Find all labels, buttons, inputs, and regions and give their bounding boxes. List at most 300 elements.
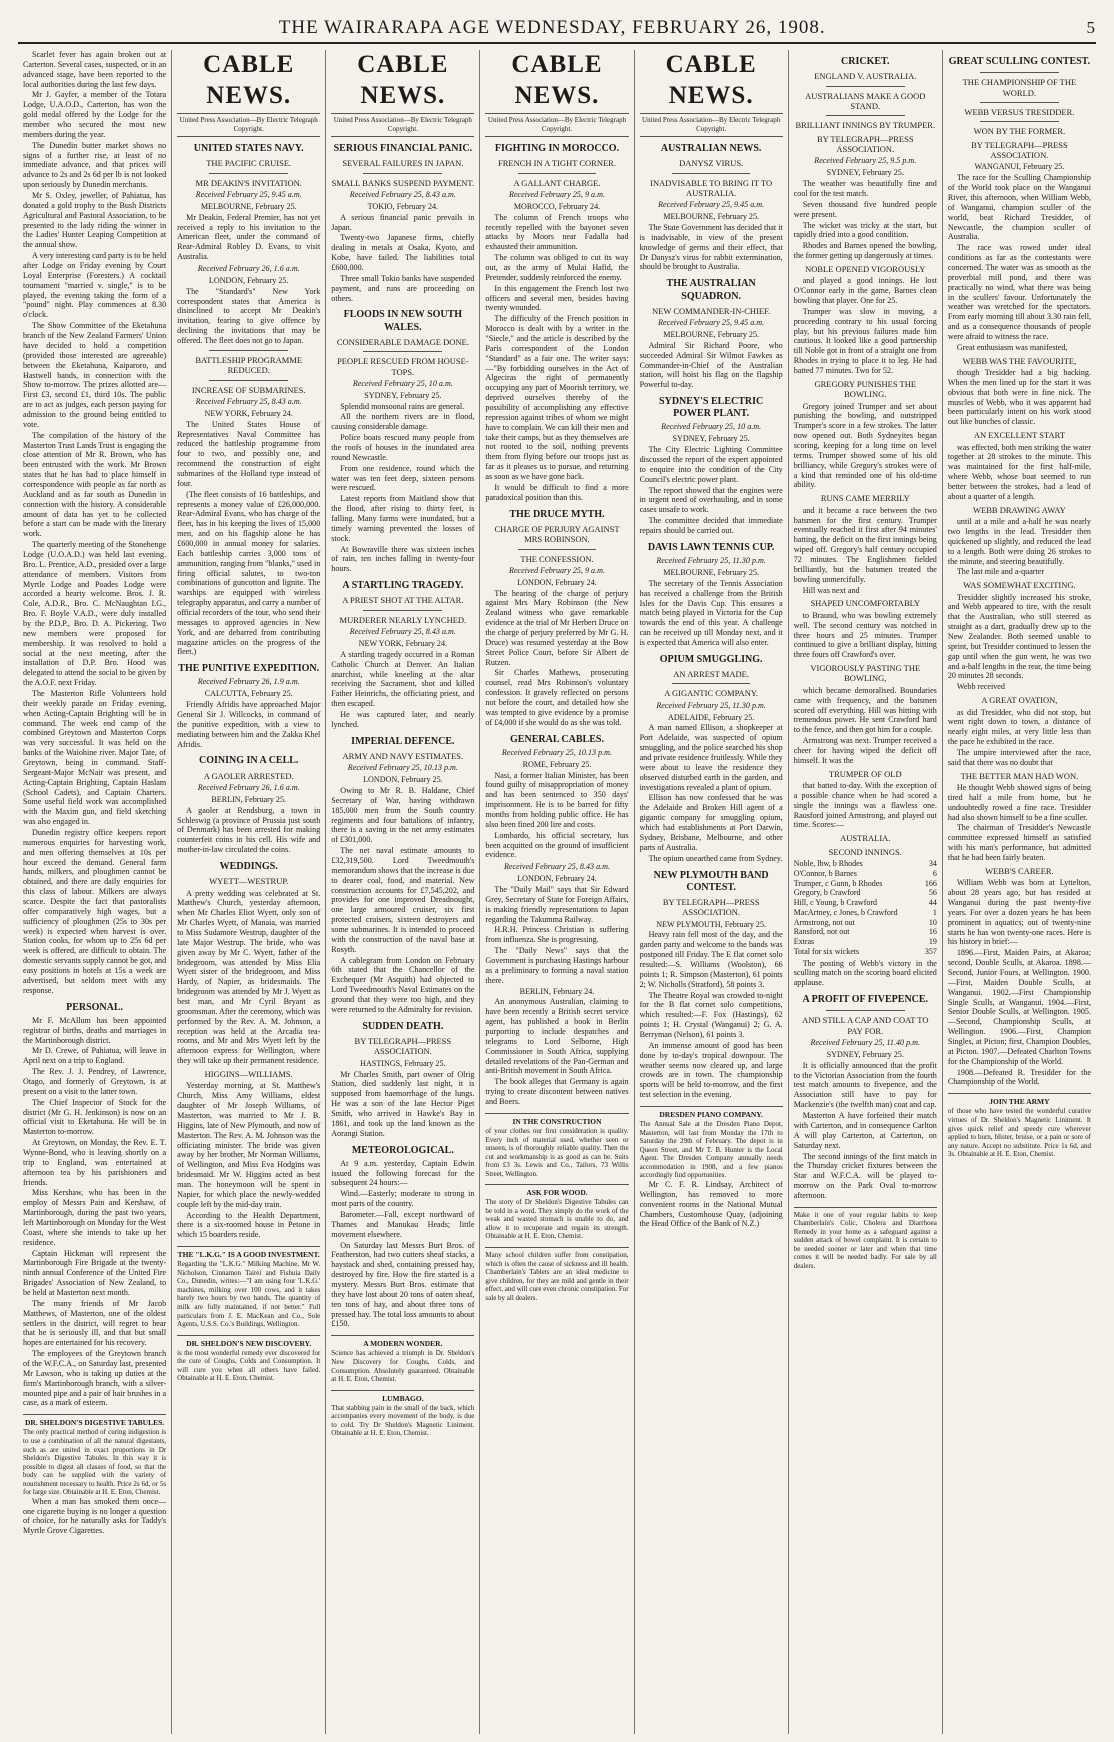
received-line: Received February 25, 8.43 a.m. [503,862,611,872]
paragraph: The compilation of the history of the Masterton Trust Lands Trust is engaging the close attention of Mr R. Brown, who has been entrusted with the work. Mr Brown states that he has had to place himself in correspondence with people as far north as Auckland and as far south as Dunedin in connection with the history. A considerable amount of data has yet to be collected before a start can be made with the literary work. [23,430,167,539]
paragraph: Seven thousand five hundred people were present. [793,199,937,219]
dateline: MOROCCO, February 24. [513,201,601,211]
dateline: TOKIO, February 24. [367,201,439,211]
runs: 166 [924,878,937,888]
paragraph: The "Standard's" New York correspondent states that America is disinclined to accept Mr Deakin's invitation, fearing to give offence by declining the invitations that may be offered. The fleet does not go to Japan. [177,286,321,345]
paragraph: to Braund, who was bowling extremely well. The second century was notched in three hours and 25 minutes. Trumper continued to give a brilliant display, hitting three fours off Crawford's over. [793,610,937,660]
advertisement [177,1335,320,1383]
advertisement [331,1335,474,1383]
scorecard-row [794,888,937,898]
paragraph: The "Daily Mail" says that Sir Edward Grey, Secretary of State for Foreign Affairs, is making friendly representations to Japan regarding the Takumma Railway. [485,884,629,924]
headline: SERIOUS FINANCIAL PANIC. [333,143,473,155]
paragraph: On Saturday last Messrs Burt Bros. of Featherston, had two cutters sheaf stacks, a haystack and shed, containing pressed hay, destroyed by fire. How the fire started is a mystery. Messrs Burt Bros. estimate that they have lost about 20 tons of oaten sheaf, ten tons of hay, and about three tons of pressed hay. The total loss amounts to about £150. [331,1240,475,1329]
subheadline: VIGOROUSLY PASTING THE BOWLING, [810,663,921,684]
headline: UNITED STATES NAVY. [193,143,304,155]
divider [363,351,442,352]
advertisement-heading: ASK FOR WOOD. [526,1188,588,1198]
advertisement-text: That stabbing pain in the small of the back, which accompanies every movement of the body, is due to cold. Try Dr Sheldon's Magnetic Liniment. Obtainable at H. E. Eton, Chemist. [331,1403,475,1438]
cable-news-banner: CABLE NEWS. [485,50,628,114]
advertisement-heading: DR. SHELDON'S NEW DISCOVERY. [186,1338,312,1348]
divider [672,683,751,684]
dateline: ROME, February 25. [522,759,592,769]
headline: THE AUSTRALIAN SQUADRON. [666,278,756,302]
headline: A PROFIT OF FIVEPENCE. [802,994,929,1006]
headline: WEDDINGS. [219,861,278,873]
paragraph: The many friends of Mr Jacob Matthews, of Masterton, one of the oldest settlers in the district, will regret to hear that he is seriously ill, and that but small hopes are entertained for his recovery. [23,1298,167,1348]
subheadline: BATTLESHIP PROGRAMME REDUCED. [195,354,303,376]
received-line: Received February 26, 1.6 a.m. [197,783,300,793]
advertisement [794,1207,937,1271]
subheadline: A GIGANTIC COMPANY. [664,688,759,699]
subheadline: INCREASE OF SUBMARINES. [191,384,306,395]
subheadline: BY TELEGRAPH—PRESS ASSOCIATION. [971,139,1068,160]
columns-container [18,50,1096,1734]
advertisement-heading: JOIN THE ARMY [989,1097,1050,1107]
divider [518,173,597,174]
dateline: LONDON, February 25. [208,275,289,285]
column-6 [789,50,943,1734]
paragraph: The opium unearthed came from Sydney. [648,853,783,863]
headline: AUSTRALIAN NEWS. [660,143,762,155]
advertisement-heading: THE "L.K.G." IS A GOOD INVESTMENT. [177,1250,320,1260]
runs: 19 [928,937,937,947]
paragraph: A serious financial panic prevails in Japan. [331,212,475,232]
paragraph: Trumper was slow in moving, a proceeding contrary to his usual forcing play, but his previous failures made him cautious. It looked like a good partnership till Noble got in front of a straight one from Rhodes in trying to place it to leg. He had batted 77 minutes. Two for 52. [793,306,937,376]
received-line: Received February 26, 1.9 a.m. [197,677,300,687]
paragraph: that batted to-day. With the exception of a possible chance when he had scored a single the innings was a flawless one. Rausford joined Armstrong, and played out time. Scores:— [793,781,937,830]
paragraph: The chairman of Tresidder's Newcastle committee expressed himself as satisfied with his man's performance, but admitted that he had been fairly beaten. [947,823,1091,863]
divider [826,115,905,116]
paragraph: Mr Charles Smith, part owner of Olrig Station, died suddenly last night, it is supposed from haemorrhage of the lungs. He was a son of the late Hector Piget Smith, who arrived in Hawke's Bay in 1861, and took up the land known as the Aorangi Station. [331,1069,475,1138]
paragraph: Lombardo, his official secretary, has been acquitted on the ground of insufficient evidence. [485,830,629,860]
subheadline: THE BETTER MAN HAD WON. [960,770,1079,781]
paragraph: The quarterly meeting of the Stonehenge Lodge (U.O.A.D.) was held last evening. Bro. L. Prentice, A.D., presided over a large attendance of members. Visitors from Myrtle Lodge and Poades Lodge were accorded a hearty welcome. Bros. J. R. Cole, A.D.R., Bro. C. McNaughtan I.G., Bro. F. Boyle V.A.D., were duly installed by the P.D.P., Bro. D. A. Pickering. Two new members were proposed for membership. It was resolved to hold a social at the next meeting, after the installation of D.P. Bro. Hood was delegated to attend the social to be given by the A.O.F. next Friday. [23,540,167,688]
received-line: Received February 25, 9 a.m. [509,565,605,575]
paragraph: Mr C. F. R. Lindsay, Architect of Wellington, has removed to more convenient rooms in the National Mutual Chambers, Customhouse Quay, (adjoining the Head Office of the Bank of N.Z.) [639,1179,783,1229]
advertisement-text: The Annual Sale at the Dresden Piano Depot, Masterton, will last from Monday the 17th to Saturday the 29th of February. The depot is in Queen Street, and Mr T. B. Hunter is the Local Agent. The Dresden Company annually needs accommodation in 1908, and a few pianos accordingly find opportunities. [639,1120,783,1180]
dateline: BERLIN, February 25. [211,794,287,804]
paragraph: (The fleet consists of 16 battleships, and represents a money value of £26,000,000. Rear-Admiral Evans, who has charge of the fleet, has in his keeping the lives of 15,000 men, and on his flagship alone he has £600,000 in annual money for salaries. Each battleship carries 3,000 tons of ammunition, ranging from "blanks," used in firing official salutes, to two-ton combinations of guncotton and lignite. The warships are equipped with wireless telegraphy apparatus, and carry a number of official recorders of the tour, who send their messages to approved agencies in New York, and are debarred from contributing magazine articles on the progress of the fleet.) [177,489,321,657]
paragraph: A pretty wedding was celebrated at St. Matthew's Church, yesterday afternoon, when Mr Charles Eliot Wyett, only son of Mr Charles Wyett, of Manaia, was married to Miss Sudamore Westrup, daughter of the late Major Westrup. The bride, who was given away by Mr C. Wyett, father of the bridegroom, was attended by Miss Elia Wyett sister of the bridegroom, and Miss Hardy, of Napier, as bridesmaids. The bridegroom was attended by Mr J. Wyett as best man, and Mr Cyril Bryant as groomsman. After the ceremony, which was performed by the Rev. A. M. Johnson, a reception was held at the Arcadia tea-rooms, and Mr and Mrs Wyett left by the afternoon express for Wellington, where they will take up their permanent residence. [177,888,321,1066]
subheadline: BRILLIANT INNINGS BY TRUMPER. [795,120,936,131]
advertisement [640,1106,783,1180]
subheadline: WEBB WAS THE FAVOURITE, [962,355,1077,366]
advertisement-text: Science has achieved a triumph in Dr. Sheldon's New Discovery for Coughs, Colds, and Consumption. Absolutely guaranteed. Obtainable at H. E. Eton, Chemist. [331,1349,475,1384]
paragraph: The race was rowed under ideal conditions as far as the contestants were concerned. The water was as smooth as the proverbial mill pond, and there was practically no wind, what there was being in the scullers' favour. Unfortunately the weather was wretched for the spectators. From early morning till about 3.30 rain fell, and as a consequence thousands of people were afraid to witness the race. [947,243,1091,341]
subheadline: WYETT—WESTRUP. [209,876,289,887]
paragraph: At 9 a.m. yesterday, Captain Edwin issued the following forecast for the subsequent 24 hours:— [331,1158,475,1188]
scorecard-row [794,937,937,947]
headline: FLOODS IN NEW SOUTH WALES. [343,309,463,333]
column-5 [635,50,789,1734]
received-line: Received February 25, 11.40 p.m. [810,1038,921,1048]
subheadline: THE CHAMPIONSHIP OF THE WORLD. [962,77,1077,98]
advertisement [331,1390,474,1438]
runs: 6 [932,868,937,878]
subheadline: THE CONFESSION. [520,553,594,564]
advertisement-text: Make it one of your regular habits to keep Chamberlain's Colic, Cholera and Diarrhoea Remedy in your home as a safeguard against a sudden attack of bowel complaint. It is certain to be needed sooner or later and when that time comes it will be needed badly. For sale by all dealers. [793,1210,937,1270]
headline: CRICKET. [841,56,890,67]
paragraph: Webb received [956,682,1005,692]
paragraph: Masterton A have forfeited their match with Carterton, and in consequence Carlton A will play Carterton, at Carterton, on Saturday next. [793,1111,937,1150]
dateline: SYDNEY, February 25. [826,1049,904,1059]
paragraph: The race for the Sculling Championship of the World took place on the Wanganui River, this afternoon, when William Webb, of Wanganui, champion sculler of the world, beat Richard Tresidder, of Newcastle, the champion sculler of Australia. [947,173,1091,242]
advertisement [177,1246,320,1328]
subheadline: MURDERER NEARLY LYNCHED. [339,614,467,625]
paragraph: Mr D. Crewe, of Pahiatua, will leave in April next on a trip to England. [23,1046,167,1066]
subheadline: CHARGE OF PERJURY AGAINST MRS ROBINSON. [494,523,620,545]
paragraph: The report showed that the engines were in urgent need of overhauling, and in some cases unsafe to work. [639,485,783,515]
batsman: Trumper, c Gunn, b Rhodes [793,878,883,888]
runs: 1 [932,907,937,917]
batsman: Armstrong, not out [793,917,855,927]
divider [672,173,751,174]
paragraph: He thought Webb showed signs of being tired half a mile from home, but he undoubtedly rowed a fine race. Tresidder had also shown himself to be a fine sculler. [947,783,1091,822]
paragraph: Police boats rescued many people from the roofs of houses in the inundated area round Newcastle. [331,433,475,462]
paragraph: Mr S. Oxley, jeweller, of Pahiatua, has donated a gold trophy to the Bush Districts Agricultural and Pastoral Association, to be presented to the lady riding the winner in the Ladies' Hunter Leaping Competition at the annual show. [23,191,167,250]
batsman: Hill, c Young, b Crawford [793,898,878,908]
headline: SYDNEY'S ELECTRIC POWER PLANT. [659,396,764,420]
dateline: MELBOURNE, February 25. [663,212,760,222]
subheadline: A GREAT OVATION, [981,695,1058,706]
batsman: Extras [793,937,815,947]
paragraph: Barometer.—Fall, except northward of Thames and Manukau Heads; little movement elsewhere. [331,1210,475,1239]
divider [826,86,905,87]
cable-news-banner: CABLE NEWS. [177,50,320,114]
dateline: LONDON, February 24. [517,577,597,587]
subheadline: SHAPED UNCOMFORTABLY [810,598,921,609]
paragraph: The hearing of the charge of perjury against Mrs Mary Robinson (the New Zealand witness who gave remarkable evidence at the trial of Mr Herbert Druce on the charge of perjury preferred by Mr G. H. Druce) was resumed yesterday at the Bow Street Police Court, before Sir Albert de Rutzen. [485,588,629,667]
headline: METEOROLOGICAL. [351,1144,454,1156]
headline: PERSONAL. [66,1001,124,1013]
subheadline: TRUMPER OF OLD [828,768,902,779]
divider [518,549,597,550]
subheadline: ARMY AND NAVY ESTIMATES. [342,750,464,761]
paragraph: A man named Ellison, a shopkeeper at Port Adelaide, was suspected of opium smuggling, and the police searched his shop and private residence fruitlessly. While they were about to leave the residence they observed disturbed earth in the garden, and investigations revealed a plant of opium. [639,723,783,792]
paragraph: 1908.—Defeated R. Tresidder for the Championship of the World. [947,1067,1091,1087]
dateline: SYDNEY, February 25. [672,434,750,444]
paragraph: The Dunedin butter market shows no signs of a further rise, at least of no immediate advance, and that prices will advance to 2s and 2s 6d per lb is not looked upon seriously by Dunedin merchants. [23,140,167,190]
paragraph: Rhodes and Barnes opened the bowling, the former getting up dangerously at times. [793,241,937,261]
dateline: MELBOURNE, February 25. [663,329,760,339]
paragraph: Owing to Mr R. B. Haldane, Chief Secretary of War, having withdrawn 185,000 men from the South country regiments and four battalions of infantry, there is a saving in the net army estimates of £301,000. [331,785,475,845]
headline: DAVIS LAWN TENNIS CUP. [647,541,775,553]
paragraph: William Webb was born at Lyttelton, about 28 years ago, but has resided at Wanganui during the past twenty-five years. For over a dozen years he has been prominent in aquatics; out of twenty-nine starts he has won twenty-one races. Here is his history in brief:— [947,878,1091,947]
subheadline: RUNS CAME MERRILY [820,493,910,504]
press-credit: United Press Association—By Electric Telegraph Copyright. [485,116,628,137]
runs: 10 [928,917,937,927]
paragraph: The last mile and a-quarter [956,567,1045,577]
dateline: LONDON, February 24. [517,874,597,884]
paragraph: An immense amount of good has been done by to-day's tropical downpour. The weather seems now cleared up, and large crowds are in town. The championship sports will be held to-morrow, and the first test selection in the evening. [639,1040,783,1100]
received-line: Received February 25, 9.45 a.m. [658,318,765,328]
subheadline: BY TELEGRAPH—PRESS ASSOCIATION. [816,133,914,154]
paragraph: At Bowraville there was sixteen inches of rain, ten inches falling in twenty-four hours. [331,544,475,574]
paragraph: The difficulty of the French position in Morocco is dealt with by a writer in the "Siecle," and the article is described by the Paris correspondent of the London "Standard" as a fair one. The writer says:—"By forbidding ourselves in the Act of Algeciras the right of permanently occupying any part of Moorish territory, we deprived ourselves thereby of the possibility of accomplishing any effective repression against tribes of whom we might have to complain. We can kill their men and take their camps, but as they themselves are not rooted to the soil, nothing prevents them from flying before our troops just as far as it pleases us to pursue, and returning as soon as we have gone back. [485,314,629,482]
paragraph: It is officially announced that the profit to the Victorian Association from the fourth test match amounts to fivepence, and the Association still have to pay for Mackenzie's (the twelfth man) coat and cap. [793,1060,937,1110]
paragraph: The second innings of the first match in the Thursday cricket fixtures between the Star and W.F.C.A. will be played to-morrow on the Park Oval to-morrow afternoon. [793,1151,937,1200]
subheadline: SECOND INNINGS. [828,846,902,857]
paragraph: He was captured later, and nearly lynched. [331,709,475,729]
paragraph: All the northern rivers are in flood, causing considerable damage. [331,412,475,432]
subheadline: DANYSZ VIRUS. [679,158,744,169]
paragraph: The Rev. J. J. Pendrey, of Lawrence, Otago, and formerly of Greytown, is at present on a visit to the latter town. [23,1067,167,1096]
advertisement-text: is the most wonderful remedy ever discovered for the cure of Coughs, Colds and Consumption. It will cure you when all others have failed. Obtainable at H. E. Eton, Chemist. [177,1348,321,1383]
column-2 [172,50,326,1734]
advertisement-text: of your clothes our first consideration is quality. Every inch of material used, whether seen or unseen, is of thoroughly reliable quality. Then the cut and workmanship is as good as can be. Suits from £3 3s. Lewis and Co., Tailors, 73 Willis Street, Wellington. [485,1127,629,1178]
column-1 [18,50,172,1734]
column-3 [326,50,480,1734]
batsman: O'Connor, b Barnes [793,868,857,878]
subheadline: HIGGINS—WILLIAMS. [204,1069,293,1080]
subheadline: AN ARREST MADE. [673,669,749,680]
advertisement-heading: DRESDEN PIANO COMPANY. [659,1110,763,1120]
paragraph: Heavy rain fell most of the day, and the garden party and welcome to the bands was postponed till Friday. The E flat cornet solo resulted:—S. Williams (Woolston), 66 points 1; R. Simpson (Masterton), 61 points 2; W. Nicholls (Stratford), 58 points 3. [639,930,783,989]
batsman: MacArtney, c Jones, b Crawford [793,907,898,917]
paragraph: The United States House of Representatives Naval Committee has reduced the battleship programme from four to two, and possibly one, and recommend the construction of eight submarines of the Holland type instead of four. [177,419,321,488]
subheadline: INADVISABLE TO BRING IT TO AUSTRALIA. [650,177,773,198]
headline: NEW PLYMOUTH BAND CONTEST. [653,869,769,893]
received-line: Received February 25, 9.45 a.m. [658,200,765,210]
advertisement-text: Many school children suffer from constipation, which is often the cause of sickness and ill health. Chamberlain's Tablets are an ideal medicine to give children, for they are mild and gentle in their effect, and will cure even chronic constipation. For sale by all dealers. [485,1251,629,1302]
cable-news-banner: CABLE NEWS. [331,50,474,114]
advertisement-text: of those who have tested the wonderful curative virtues of Dr. Sheldon's Magnetic Liniment. It gives quick relief and speedy cure wherever applied to burn, blister, bruise, or a pain or sore of any nature. Accept no substitute. Price 1s 6d, and 3s. Obtainable at H. E. Eton, Chemist. [947,1107,1091,1159]
divider [209,380,288,381]
received-line: Received February 26, 1.6 a.m. [197,263,300,273]
paragraph: H.R.H. Princess Christian is suffering from influenza. She is progressing. [485,925,629,945]
paragraph: The posting of Webb's victory in the sculling match on the scoring board elicited applause. [793,958,937,988]
advertisement-text: The story of Dr Sheldon's Digestive Tabules can be told in a word. They simply do the work of the weak and wasted stomach is unable to do, and allow it to recuperate and regain its strength. Obtainable at H. E. Eton, Chemist. [485,1198,629,1241]
batsman: Total for six wickets [793,946,860,956]
paragraph: The net naval estimate amounts to £32,319,500. Lord Tweedmouth's memorandum shows that the increase is due to dearer coal, food, and material. New construction accounts for £7,545,202, and provides for one improved Dreadnought, one large armoured cruiser, six first protected cruisers, sixteen destroyers and some submarines. It is intended to proceed with the construction of the naval base at Rosyth. [331,846,475,954]
paragraph: Dunedin registry office keepers report numerous enquiries for harvesting work, and men offering themselves at 10s per hour exceed the demand. General farm hands, milkers, and ploughmen cannot be obtained, and there are daily enquiries for this class of labour. Milkers are always scarce. Despite the fact that pastoralists offer comparatively high wages, but a sufficiency of ploughmen (25s to 30s per week) is expected when harvest is over. Station cooks, for whom up to 25s 6d per week is offered, are difficult to obtain. The domestic servants supply cannot be got, and easy positions in hotels at 15s a week are advertised, but seldom meet with any response. [23,828,167,995]
paragraph: Ellison has now confessed that he was the Adelaide and Broken Hill agent of a gigantic company for smuggling opium, which had establishments at Port Darwin, Sydney, Brisbane, Melbourne, and other parts of Australia. [639,793,783,852]
paragraph: The column was obliged to cut its way out, as the army of Mulai Hafid, the Pretender, suddenly reinforced the enemy. [485,253,629,282]
column-7 [943,50,1096,1734]
dateline: SYDNEY, February 25. [364,390,442,400]
advertisement [23,1414,166,1496]
subheadline: WEBB'S CAREER. [985,865,1054,876]
paragraph: which became demoralised. Boundaries came with frequency, and the batsmen scored off everything. Hill was hitting with tremendous power. He sent Crawford hard to the fence, and then got him for a couple. [793,685,937,735]
divider [826,1010,905,1011]
subheadline: FRENCH IN A TIGHT CORNER. [497,158,616,169]
advertisement-heading: IN THE CONSTRUCTION [512,1116,602,1126]
subheadline: WON BY THE FORMER. [973,126,1066,137]
dateline: NEW YORK, February 24. [358,638,448,648]
paragraph: The Show Committee of the Eketahuna branch of the New Zealand Farmers' Union have decided to hold a competition (provided those interested are agreeable) between the Eketahuna, Kaiparoro, and Hastwell bands, in connection with the Show to-morrow. The prizes allotted are—First £3, second £1, third 10s. The public are to act as judges, each person paying for admission to the ground being entitled to vote. [23,321,167,429]
paragraph: According to the Health Department, there is a six-roomed house in Petone in which 15 boarders reside. [177,1210,321,1240]
paragraph: Scarlet fever has again broken out at Carterton. Several cases, suspected, or in an advanced stage, have been reported to the local authorities during the last few days. [23,50,167,89]
advertisement [948,1093,1091,1158]
subheadline: PEOPLE RESCUED FROM HOUSE-TOPS. [337,356,469,377]
paragraph: though Tresidder had a big backing. When the men lined up for the start it was obvious that both were in fine nick. The muscles of Webb, who it was apparent had been particularly intent on his work stood out like bunches of classic. [947,368,1091,427]
paragraph: The employees of the Greytown branch of the W.F.C.A., on Saturday last, presented Mr Lawson, who is taking up duties at the firm's Martinborough branch, with a silver-mounted pipe and a pair of hair brushes in a case, as a mark of esteem. [23,1349,167,1408]
received-line: Received February 25, 10 a.m. [661,422,762,432]
received-line: Received February 25, 9.45 a.m. [195,189,302,199]
batsman: Gregory, b Crawford [793,888,861,898]
runs: 16 [928,927,937,937]
masthead [18,14,1096,44]
scorecard-row [794,869,937,879]
paragraph: Mr Deakin, Federal Premier, has not yet received a reply to his invitation to the American fleet, under the command of Rear-Admiral Robley D. Evans, to visit Australia. [177,212,321,262]
dateline: NEW PLYMOUTH, February 25. [656,919,767,929]
advertisement-text: Regarding the "L.K.G." Milking Machine, Mr W. Nicholson, Cinnamon Tairei and Fishuia Daily Co., Dunedin, writes:—"I am using four 'L.K.G.' machines, milking over 100 cows, and it takes barely two hours by two hands. The quantity of milk are fully maintained, if not better." Full particulars from J. E. MacKean and Co., Sole Agents, U.S.S. Co.'s Buildings, Wellington. [177,1260,321,1329]
paragraph: The City Electric Lighting Committee discussed the report of the expert appointed to enquire into the condition of the City Council's electric power plant. [639,445,783,484]
received-line: Received February 25, 8.43 a.m. [349,189,456,199]
runs: 357 [924,946,937,956]
paragraph: It would be difficult to find a more paradoxical position than this. [485,482,629,502]
dateline: LONDON, February 25. [363,775,443,785]
paragraph: An anonymous Australian, claiming to have been recently a British secret service agent, has published a book in Berlin purporting to include despatches and telegrams to Lord Selborne, High Commissioner in South Africa, supplying detailed revelations of the Pan-German and anti-British movement in South Africa. [485,997,629,1076]
headline: THE PUNITIVE EXPEDITION. [178,663,320,675]
paragraph: From one residence, round which the water was ten feet deep, sixteen persons were rescued. [331,463,475,493]
headline: SUDDEN DEATH. [362,1020,444,1032]
subheadline: MR DEAKIN'S INVITATION. [195,177,302,188]
advertisement [485,1184,628,1241]
paragraph: The weather was beautifully fine and cool for the test match. [793,179,937,198]
scorecard-row [794,898,937,908]
subheadline: BY TELEGRAPH—PRESS ASSOCIATION. [354,1035,452,1057]
divider [209,173,288,174]
subheadline: A GAOLER ARRESTED. [203,770,294,781]
divider [363,610,442,611]
subheadline: THE PACIFIC CRUISE. [206,158,292,169]
press-credit: United Press Association—By Electric Telegraph Copyright. [331,116,474,137]
paragraph: Admiral Sir Richard Poore, who succeeded Admiral Sir Wilmot Fawkes as Commander-in-Chief of the Australian station, will hoist his flag on the flagship Powerful to-day. [639,340,783,390]
paragraph: Great enthusiasm was manifested, [956,342,1068,352]
dateline: CALCUTTA, February 25. [204,689,293,699]
paragraph: and it became a race between the two batsmen for the first century. Trumper eventually reached it first after 94 minutes' batting, the deficit on the first innings being wiped off. Gregory's half century occupied 72 minutes. The Englishmen fielded brilliantly, but the batsmen treated the bowling unmercifully. [793,505,937,584]
paragraph: The wicket was tricky at the start, but rapidly dried into a good condition. [793,220,937,240]
paragraph: The book alleges that Germany is again trying to create discontent between natives and Boers. [485,1077,629,1107]
paragraph: The secretary of the Tennis Association has received a challenge from the British Isles for the Davis Cup. This ensures a match being played in Victoria for the Cup towards the end of this year. A challenge can be received up till Monday next, and it is expected that America will also enter. [639,578,783,647]
batsman: Noble, lbw, b Rhodes [793,859,863,869]
scorecard-row [794,927,937,937]
paragraph: Latest reports from Maitland show that the flood, after rising to thirty feet, is falling. Many farms were inundated, but a timely warning prevented the losses of stock. [331,494,475,543]
runs: 56 [928,888,937,898]
paragraph: and played a good innings. He lost O'Connor early in the game, Barnes clean bowling that player. One for 25. [793,276,937,306]
advertisement [485,1247,628,1302]
paragraph: Captain Hickman will represent the Martinborough Fire Brigade at the twenty-ninth annual Conference of the United Fire Brigades' Association of New Zealand, to be held at Masterton next month. [23,1248,167,1298]
divider [980,102,1059,103]
dateline: NEW YORK, February 24. [204,408,293,418]
paragraph: was effected, both men striking the water together at 28 strokes to the minute. This was maintained for the first half-mile, where Webb, whose boat seemed to run better between the strokes, had a lead of about a quarter of a length. [947,442,1091,501]
paragraph: Friendly Afridis have approached Major General Sir J. Willcocks, in command of the punitive expedition, with a view to mediating between him and the Zakka Khel Afridis. [177,700,321,749]
headline: OPIUM SMUGGLING. [659,653,763,665]
scorecard-row [794,908,937,918]
paragraph: Mr F. McAllum has been appointed registrar of births, deaths and marriages in the Martinborough district. [23,1015,167,1045]
paragraph: Splendid monsoonal rains are general. [340,401,465,411]
column-4 [480,50,634,1734]
paragraph: A gaoler at Rendsburg, a town in Schleswig (a province of Prussia just south of Denmark) has been arrested for making counterfeit coins in his cell. His wife and mother-in-law circulated the coins. [177,805,321,855]
paragraph: Wind.—Easterly; moderate to strong in most parts of the country. [331,1189,475,1209]
subheadline: BY TELEGRAPH—PRESS ASSOCIATION. [662,896,760,918]
scorecard-row [794,918,937,928]
headline: GREAT SCULLING CONTEST. [948,56,1091,67]
runs: 34 [928,859,937,869]
headline: A STARTLING TRAGEDY. [342,580,464,592]
paragraph: Tresidder slightly increased his stroke, and Webb appeared to tire, with the result that the Australian, who still steered as straight as a dart, gradually drew up to the New Zealander. Both seemed unable to sprint, but Tresidder continued to lessen the gap until when the gun went, he was two and a-half lengths in the rear, the time being 20 minutes 28 seconds. [947,592,1091,681]
headline: IMPERIAL DEFENCE. [351,735,455,747]
received-line: Received February 25, 11.30 p.m. [656,700,766,710]
scorecard-row [794,947,937,957]
paragraph: The Chief Inspector of Stock for the district (Mr G. H. Jenkinson) is now on an official visit to Eketahuna. He will be in Masterton to-morrow. [23,1097,167,1137]
headline: THE DRUCE MYTH. [509,508,605,520]
received-line: Received February 25, 10.13 p.m. [347,763,458,773]
paragraph: In this engagement the French lost two officers and several men, besides having twenty wounded. [485,283,629,313]
received-line: Received February 25, 10.13 p.m. [501,747,613,757]
paragraph: The umpire interviewed after the race, said that there was no doubt that [947,747,1091,767]
divider [363,173,442,174]
subheadline: AN EXCELLENT START [973,430,1066,441]
paragraph: A startling tragedy occurred in a Roman Catholic Church at Denver. An Italian anarchist, while kneeling at the altar receiving the Sacrament, shot and killed Father Heinrichs, the officiating priest, and then escaped. [331,649,475,709]
advertisement [485,1113,628,1178]
paragraph: 1896.—First, Maiden Pairs, at Akaroa; second, Double Sculls, at Akaroa. 1898.—Second, Junior Fours, at Wellington. 1900.—First, Maiden Double Sculls, at Wanganui. 1902.—First Championship Single Sculls, at Wanganui. 1904.—First, Senior Double Sculls, at Wellington. 1905.—Second, Championship Sculls, at Wellington. 1906.—First, Champion Singles, at Picton; first, Champion Doubles, at Picton. 1907.—Defeated Charlton Towns for the Championship of the World. [947,948,1091,1066]
advertisement-heading: A MODERN WONDER. [363,1339,443,1349]
masthead-title: THE WAIRARAPA AGE WEDNESDAY, FEBRUARY 26, 1908. [278,17,826,38]
paragraph: The State Government has decided that it is inadvisable, in view of the present knowledge of germs and their effect, that Dr Danysz's virus for rabbit extermination, should be brought to Australia. [639,223,783,272]
paragraph: Hill was next and [802,585,860,595]
subheadline: AUSTRALIA. [840,833,891,844]
subheadline: SMALL BANKS SUSPEND PAYMENT. [331,177,475,188]
paragraph: Armstrong was next. Trumper received a cheer for having wiped the deficit off himself. It was the [793,736,937,765]
paragraph: A very interesting card party is to be held after Lodge on Friday evening by Court Loyal Enterprise (Foresters.) A cocktail tournament "married v. single," is to be played, the evening taking the form of a "pound" night. Play commences at 8.30 o'clock. [23,251,167,320]
subheadline: AND STILL A CAP AND COAT TO PAY FOR. [802,1015,929,1036]
paragraph: The Masterton Rifle Volunteers hold their weekly parade on Friday evening, when Acting-Captain Brighting will be in command. The week end camp of the combined Greytown and Masterton Corps was very successful. It was held on the banks of the Waiohine river. Major Tate, of Greytown, being in command. Staff-Sergeant-Major McNair was present, and Acting-Captain Brighting, Captain Haslam (School Cadets), and Captain Charters. Some useful field work was accomplished with the Maxim gun, and field sketching was also engaged in. [23,689,167,827]
paragraph: At Greytown, on Monday, the Rev. E. T. Wynne-Bond, who is leaving shortly on a trip to England, was entertained at afternoon tea by his parishioners and friends. [23,1138,167,1187]
subheadline: A GALLANT CHARGE. [513,177,601,188]
page-number: 5 [1086,18,1096,37]
paragraph: The Theatre Royal was crowded to-night for the B flat cornet solo competitions, which resulted:—F. Fox (Hastings), 62 points 1; H. Crystal (Wanganui) 2; G. A. Berryman (Nelson), 61 points 3. [639,990,783,1040]
subheadline: AUSTRALIANS MAKE A GOOD STAND. [805,90,926,111]
received-line: Received February 25, 8.43 a.m. [195,396,302,406]
dateline: ADELAIDE, February 25. [667,712,755,722]
headline: COINING IN A CELL. [198,755,299,767]
dateline: MELBOURNE, February 25. [663,567,760,577]
divider [209,350,288,351]
received-line: Received February 25, 9.5 p.m. [814,156,917,166]
dateline: BERLIN, February 24. [519,986,595,996]
cable-news-banner: CABLE NEWS. [640,50,783,114]
subheadline: GREGORY PUNISHES THE BOWLING. [814,378,917,400]
press-credit: United Press Association—By Electric Telegraph Copyright. [640,116,783,137]
subheadline: SEVERAL FAILURES IN JAPAN. [342,158,464,169]
paragraph: When a man has smoked them once—one cigarette buying is no longer a question of choice, for he naturally asks for Taddy's Myrtle Grove Cigarettes. [23,1496,167,1536]
received-line: Received February 25, 11.30 p.m. [656,556,766,566]
advertisement-heading: LUMBAGO. [382,1393,424,1403]
paragraph: Nasi, a former Italian Minister, has been found guilty of misappropriation of money and has been sentenced to 350 days' imprisonment. He is to be barred for fifty months from holding public office. He has also been fined 200 lire and costs. [485,770,629,829]
advertisement-text: The only practical method of curing indigestion is to use a combination of all the natural digestants, such as are united in exact proportions in Dr Sheldon's Digestive Tabules. In this way it is possible to digest all classes of food, so that the body can be supplied with the variety of nourishment necessary to health. Price 2s 6d, or 5s for large size. Obtainable at H. E. Eton, Chemist. [23,1428,167,1497]
scorecard [794,859,937,957]
subheadline: NEW COMMANDER-IN-CHIEF. [652,305,771,316]
received-line: Received February 25, 8.43 a.m. [349,627,456,637]
paragraph: Miss Kershaw, who has been in the employ of Messrs Pain and Kershaw, of Martinborough, during the past two years, left Martinborough on Monday for the West Coast, where she intends to take up her residence. [23,1188,167,1247]
scorecard-row [794,879,937,889]
dateline: WANGANUI, February 25. [974,162,1065,172]
paragraph: until at a mile and a-half he was nearly two lengths in the lead. Tresidder then quickened up slightly, and reduced the lead to a length. Both were doing 26 strokes to the minute, and steering beautifully. [947,517,1091,566]
dateline: HASTINGS, February 25. [360,1058,446,1068]
paragraph: Mr J. Gayfer, a member of the Totara Lodge, U.A.O.D., Carterton, has won the gold medal offered by the Lodge for the member who secured the most new members during the year. [23,90,167,139]
divider [980,121,1059,122]
received-line: Received February 25, 10 a.m. [352,378,453,388]
batsman: Ransford, not out [793,927,850,937]
headline: GENERAL CABLES. [510,733,604,745]
subheadline: WAS SOMEWHAT EXCITING. [963,580,1076,591]
dateline: MELBOURNE, February 25. [200,201,297,211]
paragraph: Gregory joined Trumper and set about punishing the bowling, and outstripped Trumper's score in a few strokes. The latter now opened out. Both Sydneyites began scoring, keeping for a long time on level terms. Trumper showed some of his old brilliancy, while Gregory's strokes were of a kind that reminded one of his old-time ability. [793,401,937,490]
paragraph: as did Tresidder, who did not stop, but went right down to town, a distance of nearly eight miles, at very little less than the pace he exhibited in the race. [947,707,1091,747]
subheadline: WEBB VERSUS TRESIDDER. [964,106,1075,117]
